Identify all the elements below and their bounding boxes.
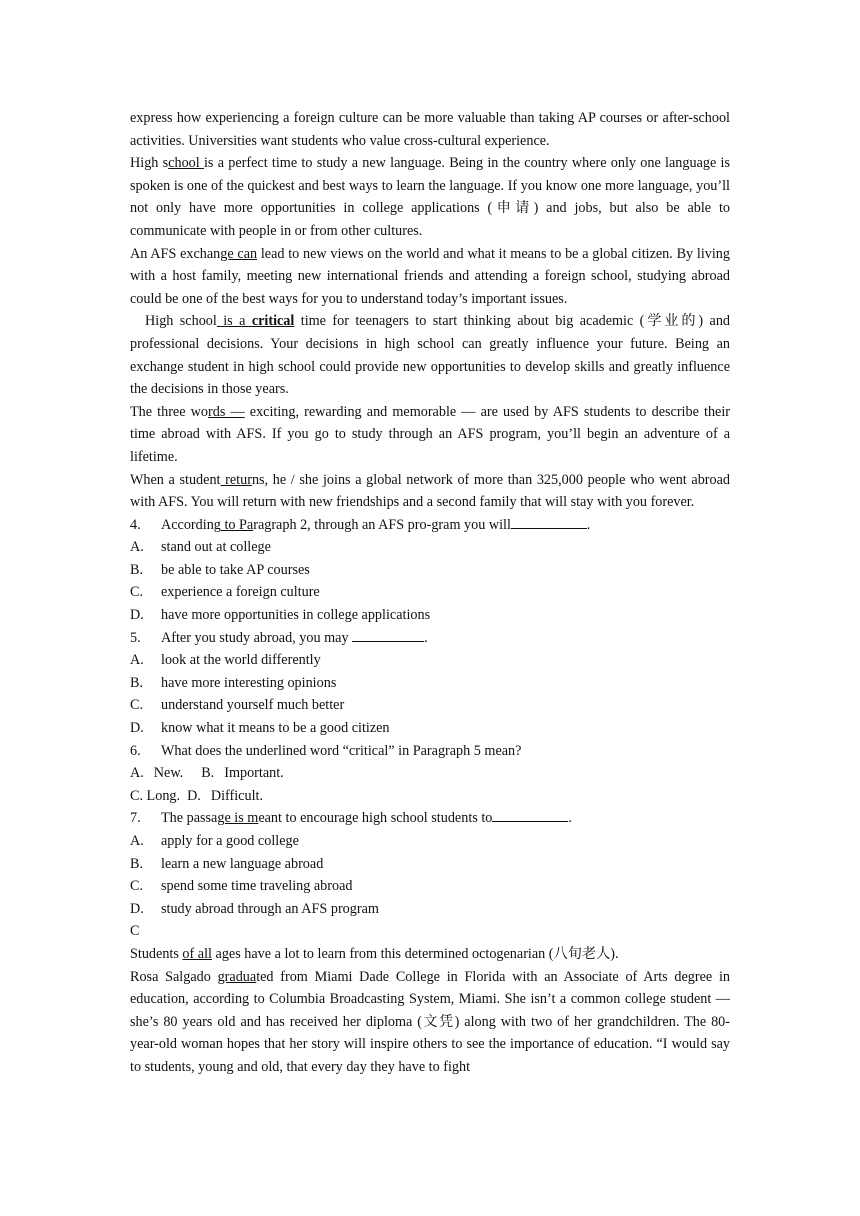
passage-b-paragraph-1: express how experiencing a foreign culture can be more valuable than taking AP courses or after-school activities. Universities want students who value cross-cultural experience. <box>130 110 730 149</box>
passage-b-paragraph-3: An AFS exchange can lead to new views on the world and what it means to be a global citizen. By living with a host family, meeting new international friends and attending a foreign school, studying abroad could be one of the best ways for you to understand today’s important issues. <box>130 245 730 307</box>
critical-word: critical <box>251 313 295 330</box>
question-7-option-a: A. apply for a good college <box>130 833 299 849</box>
underline-mark: retur <box>220 471 252 488</box>
question-4-option-c: C. experience a foreign culture <box>130 584 320 601</box>
underline-mark: ge is m <box>217 810 259 827</box>
passage-b-paragraph-2: High school is a perfect time to study a new language. Being in the country where only one language is spoken is one of the quickest and best ways to learn the language. If you know one more language, you’ll not only have more opportunities in college applications (申请) and jobs, but also be able to communicate with people in or from other cultures. <box>130 155 730 239</box>
underline-mark: ge can <box>220 245 258 262</box>
question-5-option-a: A. look at the world differently <box>130 652 321 669</box>
question-4-option-d: D. have more opportunities in college applications <box>130 607 431 624</box>
passage-c-label: C <box>130 923 140 940</box>
question-4-option-a: A. stand out at college <box>130 539 271 556</box>
question-7-option-c: C. spend some time traveling abroad <box>130 878 353 895</box>
document-page <box>130 107 730 1079</box>
underline-mark: of all <box>182 945 212 962</box>
question-5-option-d: D. know what it means to be a good citizen <box>130 720 390 737</box>
passage-b-paragraph-4: High school is a critical time for teenagers to start thinking about big academic (学业的) and professional decisions. Your decisions in high school can greatly influence your future. Being an exchange student in high school could provide new opportunities to develop skills and greatly influence the decisions in those years. <box>130 313 731 398</box>
question-6-options-ab: A. New. B. Important. <box>130 765 284 782</box>
question-6-options-cd: C. Long. D. Difficult. <box>130 787 264 804</box>
question-4-option-b: B. be able to take AP courses <box>130 561 310 578</box>
passage-c-paragraph-2: Rosa Salgado graduated from Miami Dade College in Florida with an Associate of Arts degree in education, according to Columbia Broadcasting System, Miami. She isn’t a common college student — she’s 80 years old and has received her diploma (文凭) along with two of her grandchildren. The 80-year-old woman hopes that her story will inspire others to see the importance of education. “I would say to students, young and old, that every day they have to fight <box>130 968 730 1075</box>
question-7-stem: 7. The passage is meant to encourage high school students to . <box>130 807 730 830</box>
question-4-stem: 4. According to Paragraph 2, through an AFS pro-gram you will . <box>130 514 730 537</box>
question-5-option-b: B. have more interesting opinions <box>130 674 337 691</box>
underline-mark: gradua <box>217 968 257 985</box>
question-5-stem: 5. After you study abroad, you may . <box>130 627 730 650</box>
underline-mark: chool <box>168 155 204 172</box>
question-6-stem: 6. What does the underlined word “critical” in Paragraph 5 mean? <box>130 742 522 759</box>
passage-c-paragraph-1: Students of all ages have a lot to learn from this determined octogenarian (八旬老人). <box>130 945 619 962</box>
question-7-option-d: D. study abroad through an AFS program <box>130 900 379 917</box>
answer-blank <box>352 627 424 642</box>
answer-blank <box>492 807 568 822</box>
underline-mark: is a critical <box>216 313 295 330</box>
answer-blank <box>511 514 587 529</box>
underline-mark: rds — <box>208 403 245 420</box>
question-7-option-b: B. learn a new language abroad <box>130 855 324 872</box>
question-5-option-c: C. understand yourself much better <box>130 697 345 714</box>
passage-b-paragraph-6: When a student returns, he / she joins a global network of more than 325,000 people who went abroad with AFS. You will return with new friendships and a second family that will stay with you forever. <box>130 471 731 511</box>
underline-mark: to Pa <box>220 516 254 533</box>
passage-b-paragraph-5: The three words — exciting, rewarding and memorable — are used by AFS students to describe their time abroad with AFS. If you go to study through an AFS program, you’ll begin an adventure of a lifetime. <box>130 403 731 465</box>
